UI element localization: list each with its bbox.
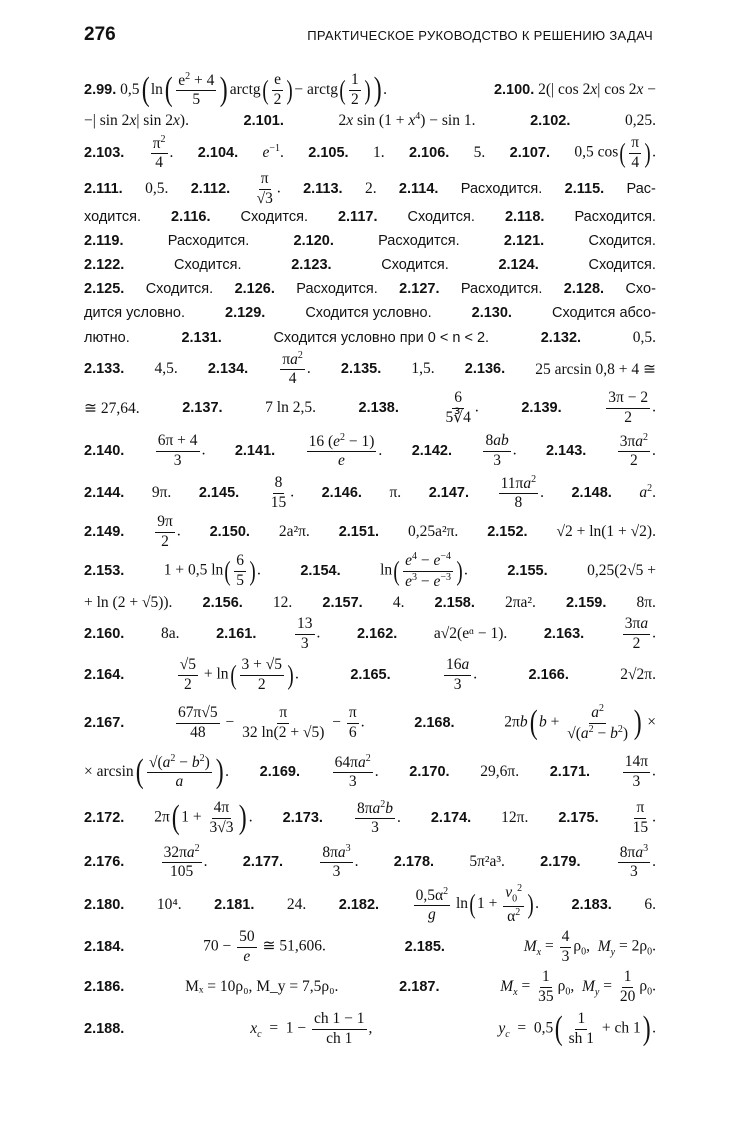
answer-number: 2.177. [242,854,284,870]
page-header [84,24,653,54]
formula: $\frac{8\pi a^3}{3}$ . [619,842,656,881]
answer-value: π. [389,484,402,501]
answer-number: 2.106. [408,145,450,161]
answer-number: 2.101. [243,112,284,129]
answer-line-18 [84,615,656,653]
answer-number: 2.151. [338,524,380,540]
answer-value: Расходится. [378,233,460,249]
answer-value: Рас- [626,181,656,197]
formula: $\frac{32\pi a^2}{105}$ . [163,842,208,881]
answer-value: Сходится. [588,233,656,249]
answer-number: 2.121. [503,233,545,249]
answer-value: 0,25a²π. [407,523,459,540]
answer-number: 2.186. [84,979,125,995]
formula: 2x $\sin (1 + x^4) - \sin 1$. [338,110,476,130]
answer-number: 2.111. [84,181,123,197]
formula: $\frac{\pi^2}{4}$ . [152,133,174,172]
answer-line-14 [84,473,656,513]
answer-value: 2√2π. [620,666,656,683]
answer-number: 2.145. [198,485,240,501]
answer-number: 2.148. [571,485,612,501]
formula: $\frac{0,5\alpha^2}{g}$ ln(1 + $\frac{v_0^2}{\alpha^2}$ ). [415,883,540,926]
answer-line-26 [84,967,656,1007]
answer-value: a√2(eᵅ − 1). [433,625,508,642]
formula: $\frac{6\pi + 4}{3}$ . [157,432,206,469]
answer-number: 2.136. [464,361,506,377]
answer-value: Сходится условно при 0 < n < 2. [273,330,490,346]
formula: $x_c = 1$ − $\frac{ch 1 - 1}{ch 1}$ , [250,1010,373,1047]
answer-number: 2.119. [84,233,124,249]
answer-number: 2.122. [84,257,125,273]
answer-value: Сходится. [407,209,475,225]
answer-number: 2.160. [84,626,125,642]
formula: $\frac{64\pi a^2}{3}$ . [334,752,379,791]
answer-line-27 [84,1007,656,1051]
answer-value: Расходится. [574,209,656,225]
formula: $\frac{\pi a^2}{4}$ . [282,349,311,388]
formula: $\frac{8\pi a^3}{3}$ . [322,842,359,881]
answer-number: 2.123. [291,257,332,273]
running-title: ПРАКТИЧЕСКОЕ РУКОВОДСТВО К РЕШЕНИЮ ЗАДАЧ [307,28,653,43]
formula: $\frac{16a}{3}$ . [446,656,478,693]
answer-number: 2.169. [259,764,300,780]
continuation-text: ходится. [84,209,142,225]
answer-value: Сходится абсо- [551,305,656,321]
answer-line-23 [84,841,656,883]
formula: $\frac{\pi}{√3}$ . [256,170,281,207]
answer-value: 5. [473,144,486,161]
formula: $\frac{3\pi - 2}{2}$ . [608,389,656,426]
formula: $\frac{67\pi√5}{48}$ − $\frac{\pi}{32 \ln(2 + √5)}$ − $\frac{\pi}{6}$ . [178,704,365,741]
formula: $a^2$. [639,483,656,502]
continuation-text: дится условно. [84,305,185,321]
formula: 70 − $\frac{50}{e}$ ≅ 51,606. [203,928,326,965]
answer-number: 2.180. [84,897,125,913]
answer-value: Сходится. [174,257,242,273]
answer-line-15 [84,513,656,551]
answer-number: 2.107. [509,145,550,161]
answer-value: 10⁴. [156,896,182,913]
answer-number: 2.112. [190,181,231,197]
answer-number: 2.156. [202,595,243,611]
answer-number: 2.163. [543,626,585,642]
answer-number: 2.150. [209,524,250,540]
formula: $\frac{3\pi a}{2}$ . [624,615,656,652]
answer-number: 2.131. [181,330,222,346]
answer-number: 2.125. [84,281,125,297]
answer-number: 2.137. [182,400,223,416]
formula: $y_c = 0,5$( $\frac{1}{sh 1}$ + ch 1) . [498,1010,656,1047]
formula: $\frac{14\pi}{3}$ . [624,753,656,790]
answer-line-5 [84,205,656,229]
answer-value: Расходится. [460,181,543,197]
answer-number: 2.100. [493,82,535,98]
answer-number: 2.126. [234,281,275,297]
answer-number: 2.159. [566,595,607,611]
continuation-text: ≅ 27,64. [84,399,140,417]
formula: 2πb( b + $\frac{a^2}{√(a^2 - b^2)}$ ) × [504,703,656,742]
answer-number: 2.174. [430,810,472,826]
answer-value: Расходится. [296,281,378,297]
answer-value: Сходится условно. [305,305,432,321]
answer-number: 2.133. [84,361,125,377]
answer-number: 2.132. [540,330,582,346]
answer-line-10 [84,325,656,351]
formula: $M_x$ = $\frac{4}{3}$ $\rho_0$, $M_y = 2\rho_0$. [523,928,656,965]
answer-value: Сходится. [588,257,656,273]
answer-number: 2.139. [521,400,562,416]
answer-value: 12π. [501,809,529,826]
formula: $\frac{9\pi}{2}$ . [157,513,181,550]
answer-number: 2.178. [393,854,435,870]
answers-body [84,72,656,1051]
answer-value: 0,25. [624,111,656,129]
answer-number: 2.105. [308,145,349,161]
answer-value: 0,25(2√5 + [587,562,656,579]
answer-line-25 [84,927,656,967]
answer-number: 2.146. [321,485,362,501]
formula: $\frac{8}{15}$ . [270,474,295,511]
answer-value: 0,5. [632,329,656,346]
answer-number: 2.179. [540,854,581,870]
answer-value: 29,6π. [480,763,520,780]
answer-line-12 [84,387,656,429]
answer-number: 2.147. [428,485,470,501]
answer-number: 2.170. [409,764,450,780]
answer-value: 1. [372,144,385,161]
answer-line-20 [84,697,656,749]
answer-number: 2.99. [84,81,117,98]
formula: $\frac{8\pi a^2b}{3}$ . [356,798,401,837]
answer-number: 2.114. [398,181,439,197]
answer-number: 2.129. [225,305,266,321]
answer-value: Расходится. [460,281,543,297]
formula: 0,5( ln( $\frac{e^2 + 4}{5}$ ) arctg( $\frac{e}{2}$ )− arctg( $\frac{1}{2}$ )) . [120,70,387,109]
answer-number: 2.152. [487,524,528,540]
formula: 1 + 0,5 ln( $\frac{6}{5}$ ). [163,552,261,589]
answer-number: 2.141. [234,443,276,459]
answer-number: 2.117. [337,209,378,225]
answer-number: 2.115. [564,181,605,197]
answer-line-19 [84,653,656,697]
answer-number: 2.142. [411,443,453,459]
formula: $e^{-1}$. [262,143,284,162]
formula: $M_x$ = $\frac{1}{35}$ $\rho_0$, $M_y$ = $\frac{1}{20}$ $\rho_0$. [500,968,656,1005]
answer-value: 4. [392,594,405,611]
answer-value: 2πa². [504,594,536,611]
answer-number: 2.157. [322,595,363,611]
answer-number: 2.175. [558,810,599,826]
answer-number: 2.124. [498,257,539,273]
answer-number: 2.181. [214,897,255,913]
answer-number: 2.113. [303,181,343,197]
answer-value: 6. [644,896,656,913]
answer-number: 2.104. [197,145,239,161]
formula: 2(| cos 2x| cos 2x − [538,81,656,98]
answer-number: 2.183. [571,897,612,913]
answer-number: 2.167. [84,715,125,731]
answer-number: 2.158. [434,595,475,611]
answer-line-8 [84,277,656,301]
formula: 2π( 1 + $\frac{4\pi}{3√3}$ ) . [154,799,253,836]
answer-value: 9π. [151,484,172,501]
answer-number: 2.128. [563,281,605,297]
answer-number: 2.143. [545,443,587,459]
answer-number: 2.165. [350,667,391,683]
answer-value: Расходится. [167,233,250,249]
answer-number: 2.164. [84,667,125,683]
answer-number: 2.161. [216,626,257,642]
answer-number: 2.176. [84,854,125,870]
answer-value: 8π. [636,594,656,611]
answer-value: 24. [286,896,307,913]
answer-value: 5π²a³. [469,853,505,870]
answer-value: Mₓ = 10ρ₀, M_y = 7,5ρ₀. [185,978,339,995]
formula: $\frac{8ab}{3}$ . [485,432,517,469]
answer-value: 7 ln 2,5. [265,399,316,416]
answer-line-6 [84,229,656,253]
formula: ln( $\frac{e^4 - e^{-4}}{e^3 - e^{-3}}$ ). [380,551,468,590]
answer-line-4 [84,170,656,207]
formula: $\frac{\pi}{15}$ . [632,799,656,836]
answer-number: 2.155. [507,563,548,579]
answer-value: 0,5. [145,180,169,197]
formula: $\frac{√5}{2}$ + ln( $\frac{3 + √5}{2}$ ). [179,656,299,693]
answer-number: 2.154. [300,563,341,579]
answer-value: 25 arcsin 0,8 + 4 ≅ [535,360,656,378]
answer-value: Сходится. [240,209,308,225]
formula: × arcsin( $\frac{√(a^2 - b^2)}{a}$ ) . [84,752,230,791]
answer-number: 2.188. [84,1021,125,1037]
answer-line-3 [84,133,656,173]
answer-line-16 [84,551,656,591]
answer-line-9 [84,301,656,325]
formula: 0,5 cos( $\frac{\pi}{4}$ ). [574,134,656,171]
answer-number: 2.171. [549,764,591,780]
answer-value: √2 + ln(1 + √2). [556,523,656,540]
answer-line-7 [84,253,656,277]
answer-number: 2.140. [84,443,125,459]
answer-value: 4,5. [154,360,178,377]
answer-number: 2.127. [399,281,440,297]
continuation-text: × arcsin [84,762,134,780]
page-number: 276 [84,24,116,45]
formula: $\frac{3\pi a^2}{2}$ . [619,431,656,470]
answer-value: 1,5. [411,360,435,377]
answer-number: 2.134. [207,361,249,377]
answer-value: Сходится. [145,281,214,297]
formula: $\frac{6}{5∛4}$ . [445,389,479,426]
answer-number: 2.118. [504,209,545,225]
answer-line-24 [84,883,656,927]
answer-number: 2.187. [399,979,440,995]
continuation-text: + ln (2 + √5)). [84,594,173,611]
answer-number: 2.102. [530,112,571,129]
answer-value: 8a. [160,625,180,642]
answer-number: 2.185. [404,939,445,955]
answer-number: 2.120. [293,233,334,249]
answer-number: 2.144. [84,485,125,501]
formula: $\frac{13}{3}$ . [297,615,321,652]
formula: $\frac{11\pi a^2}{8}$ . [500,473,544,512]
answer-value: 2. [364,180,377,197]
answer-line-11 [84,351,656,387]
answer-value: Схо- [625,281,656,297]
continuation-text: лютно. [84,330,130,346]
answer-number: 2.184. [84,939,125,955]
answer-number: 2.153. [84,563,125,579]
answer-number: 2.138. [358,400,399,416]
answer-number: 2.116. [171,209,211,225]
answer-line-1 [84,72,656,108]
answer-value: 2a²π. [278,523,310,540]
answer-number: 2.149. [84,524,125,540]
answer-number: 2.182. [338,897,380,913]
answer-number: 2.162. [356,626,398,642]
answer-number: 2.135. [340,361,382,377]
answer-value: 12. [272,594,293,611]
answer-number: 2.166. [528,667,569,683]
answer-line-2 [84,108,656,133]
answer-number: 2.103. [84,145,125,161]
answer-line-13 [84,429,656,473]
answer-line-22 [84,795,656,841]
answer-number: 2.172. [84,810,125,826]
formula: −| sin 2x| sin 2x). [84,111,189,129]
answer-line-21 [84,749,656,795]
answer-number: 2.173. [282,810,323,826]
answer-number: 2.130. [471,305,512,321]
answer-number: 2.168. [414,715,455,731]
answer-value: Сходится. [381,257,449,273]
formula: $\frac{16 (e^2 - 1)}{e}$ . [308,431,383,470]
answer-line-17 [84,591,656,615]
